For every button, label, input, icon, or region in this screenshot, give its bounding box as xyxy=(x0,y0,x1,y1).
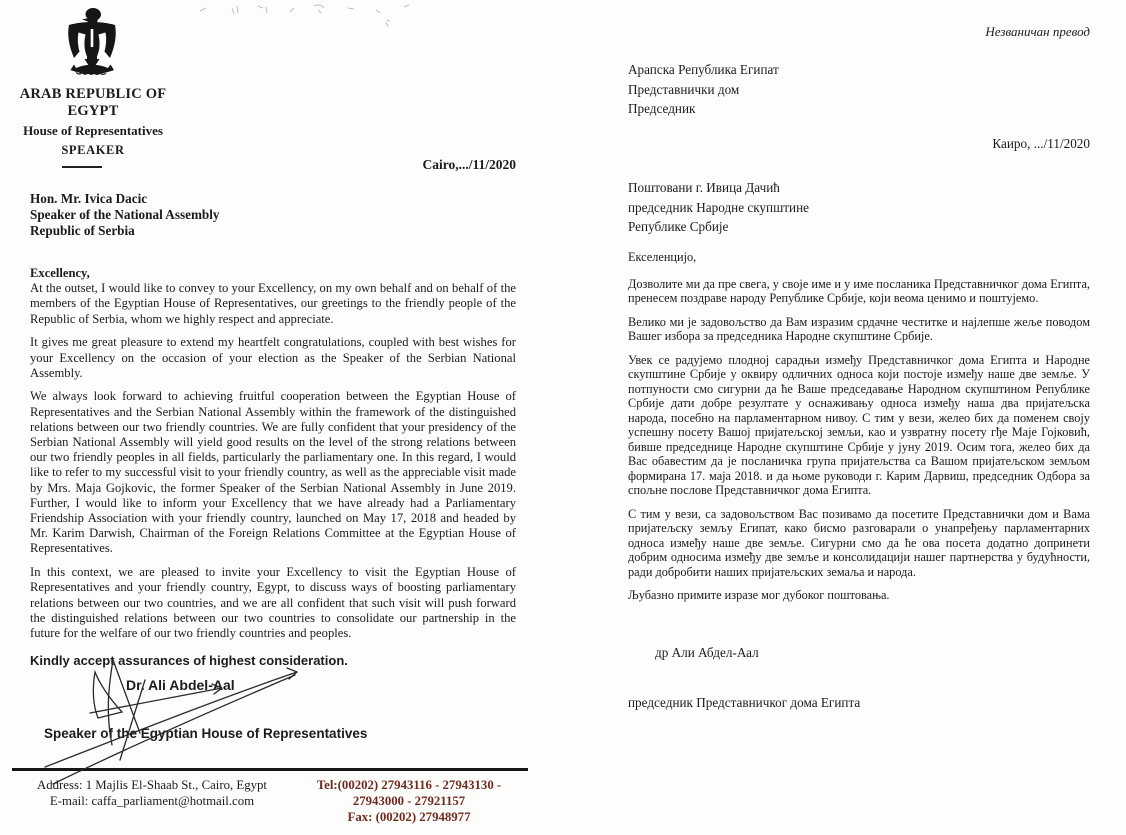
recipient-country-serbian: Републике Србије xyxy=(628,219,729,234)
footer-contact-right xyxy=(292,777,526,825)
signature-name-serbian: др Али Абдел-Аал xyxy=(655,645,759,660)
closing-english: Kindly accept assurances of highest consideration. xyxy=(30,653,348,669)
egypt-eagle-emblem-icon xyxy=(63,7,121,77)
english-paragraph-2: It gives me great pleasure to extend my heartfelt congratulations, coupled with best wishes for your Excellency on the occasion of your election as the Speaker of the Serbian National Assembly. xyxy=(30,335,516,380)
letterhead-country-serbian: Арапска Република Египат xyxy=(628,62,779,77)
salutation-english: Excellency, xyxy=(30,266,90,280)
letter-body-serbian xyxy=(628,250,1090,603)
letterhead-office: SPEAKER xyxy=(61,143,125,157)
unofficial-translation-label: Незваничан превод xyxy=(985,24,1090,39)
serbian-paragraph-4: С тим у вези, са задовољством Вас позивамо да посетите Представнички дом и Вама пријатељску земљу Египат, како бисмо разговарали о унапређењу парламентарних односа између наше две земље. Сигурни смо да ће ова посета додатно допринети добрим односима између две земље и консолидацији нашег партнерства у будућности, ради добробити наших пријатељских земаља и народа. xyxy=(628,506,1090,579)
english-paragraph-1: At the outset, I would like to convey to your Excellency, on my own behalf and on behalf of the members of the Egyptian House of Representatives, our greetings to the friendly people of the Republic of Serbia, whom we highly respect and appreciate. xyxy=(30,281,516,326)
footer-email: E-mail: caffa_parliament@hotmail.com xyxy=(49,794,255,808)
recipient-name-english: Hon. Mr. Ivica Dacic xyxy=(30,191,148,206)
letterhead-office-serbian: Председник xyxy=(628,101,696,116)
serbian-paragraph-2: Велико ми је задовољство да Вам изразим срдачне честитке и најлепше жеље поводом Вашег избора за председника Народне скупштине Србије. xyxy=(628,314,1090,343)
recipient-title-serbian: председник Народне скупштине xyxy=(628,199,809,215)
signature-title-serbian: председник Представничког дома Египта xyxy=(628,695,861,710)
date-line-serbian: Каиро, .../11/2020 xyxy=(992,136,1090,151)
footer-address: Address: 1 Majlis El-Shaab St., Cairo, Egypt xyxy=(37,778,267,792)
letterhead-institution: House of Representatives xyxy=(23,123,163,138)
recipient-country-english: Republic of Serbia xyxy=(30,223,135,238)
serbian-paragraph-1: Дозволите ми да пре свега, у своје име и у име посланика Представничког дома Египта, пренесем поздраве народу Републике Србије, који веома ценимо и поштујемо. xyxy=(628,276,1090,305)
english-paragraph-3: We always look forward to achieving fruitful cooperation between the Egyptian House of Representatives and the Serbian National Assembly within the framework of the distinguished relations between our two friendly countries. We are fully confident that your presidency of the Serbian National Assembly will yield good results on the level of the strong relations between our two friendly peoples in all fields, particularly the parliamentary one. In this regard, I would like to refer to my successful visit to your friendly country, as well as the appreciable visit made by Mrs. Maja Gojkovic, the former Speaker of the Serbian National Assembly in June 2019. Further, I would like to inform your Excellency that we have already had a Parliamentary Friendship Association with your friendly country, launched on May 17, 2018 and headed by Mr. Karim Darwish, Chairman of the Foreign Relations Committee at the Egyptian House of Representatives. xyxy=(30,389,516,556)
footer-fax: Fax: (00202) 27948977 xyxy=(347,810,471,824)
recipient-block-english xyxy=(30,191,220,239)
letterhead-country: ARAB REPUBLIC OF EGYPT xyxy=(19,86,167,119)
date-line-english: Cairo,.../11/2020 xyxy=(422,157,516,172)
handwritten-signature xyxy=(25,645,325,790)
signature-title-english: Speaker of the Egyptian House of Representatives xyxy=(44,726,368,741)
letterhead-serbian xyxy=(628,60,779,119)
letterhead-institution-serbian: Представнички дом xyxy=(628,81,740,97)
serbian-paragraph-3: Увек се радујемо плодној сарадњи између Представничког дома Египта и Народне скупштине Србије у оквиру одличних односа који постоје између наше две земље. У потпуности смо сигурни да ће Ваше председавање Народном скупштином Републике Србије дати добре резултате у оснаживању односа између наша два пријатељска народа, посебно на парламентарном нивоу. С тим у вези, желео бих да поменем своју успешну посету Вашој пријатељској земљи, као и узвратну посету гђе Маје Гојковић, бивше председнице Народне скупштине Србије у јуну 2019. Осим тога, желео бих да Вас обавестим да је посланичка група пријатељства са Вашом пријатељском земљом формирана 17. маја 2018. и да њоме руководи г. Карим Дарвиш, председник Одбора за спољне послове Представничког дома Египта. xyxy=(628,352,1090,497)
recipient-title-english: Speaker of the National Assembly xyxy=(30,207,220,222)
letterhead xyxy=(0,86,186,168)
footer-tel: Tel:(00202) 27943116 - 27943130 - 27943000 - 27921157 xyxy=(316,778,502,808)
faint-pen-marks-icon xyxy=(190,0,440,32)
signature-name-english: Dr. Ali Abdel-Aal xyxy=(126,677,235,693)
letter-body-english xyxy=(30,266,516,668)
english-paragraph-4: In this context, we are pleased to invite your Excellency to visit the Egyptian House of Representatives and your friendly country, Egypt, to discuss ways of boosting parliamentary relations between our two countries, and we are all confident that such visit will push forward the distinguished relations between our two countries to consolidate our partnership in the future for the welfare of our two friendly countries and peoples. xyxy=(30,565,516,640)
recipient-block-serbian xyxy=(628,178,809,237)
recipient-name-serbian: Поштовани г. Ивица Дачић xyxy=(628,180,780,195)
closing-serbian: Љубазно примите изразе мог дубоког поштовања. xyxy=(628,588,890,602)
salutation-serbian: Екселенцијо, xyxy=(628,250,697,264)
